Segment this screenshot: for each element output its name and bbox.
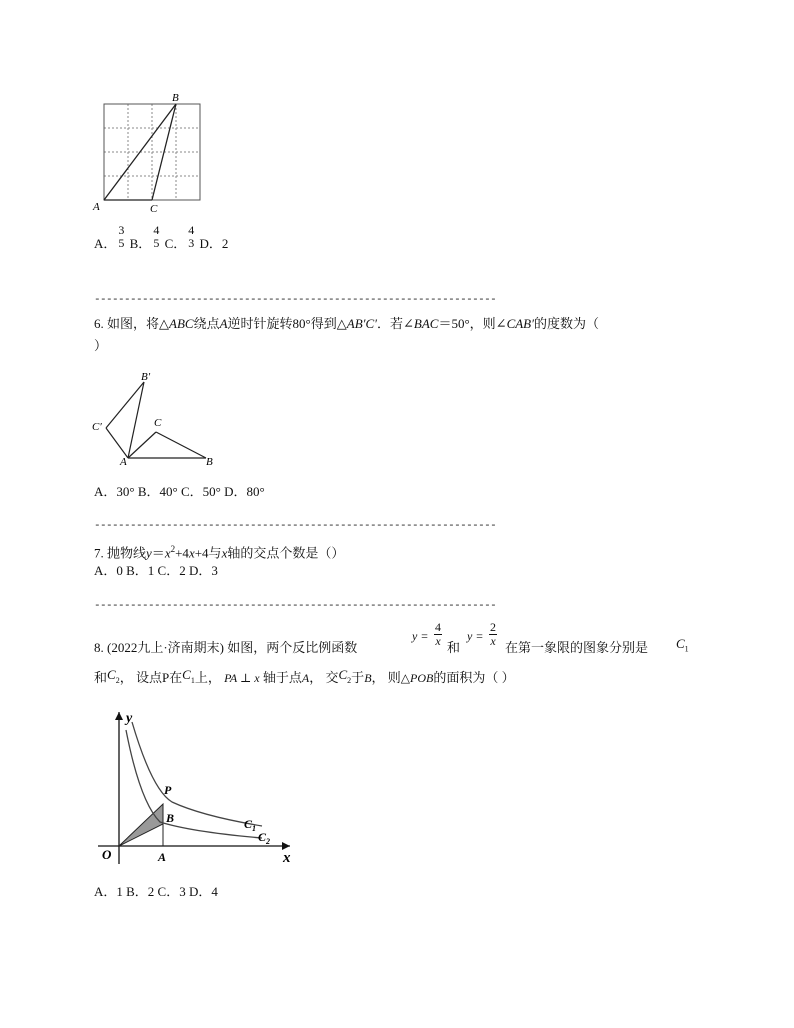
q5-opt-c-prefix: C． (164, 235, 187, 251)
q8-label-O: O (102, 847, 112, 862)
q6-label-Cp: C′ (92, 421, 102, 433)
q7-options: A．0 B．1 C．2 D．3 (94, 563, 218, 578)
q8-label-C1: $C_1$ (244, 817, 257, 833)
q5-label-A: A (93, 201, 100, 213)
q8-options: A．1 B．2 C．3 D．4 (94, 884, 218, 899)
q5-opt-c-num: 4 (188, 223, 195, 237)
q5-opt-c-den: 3 (188, 236, 195, 250)
q5-opt-a-num: 3 (118, 223, 125, 237)
q8-question-line2: 和$C_2$， 设点P在$C_1$上， PA ⊥ x 轴于点A， 交$C_2$于B， 则△POB的面积为（ ） (94, 667, 515, 685)
q5-opt-a-prefix: A． (94, 235, 117, 251)
q8-label-y: y (126, 711, 133, 726)
q5-opt-b-num: 4 (153, 223, 160, 237)
separator-3: ------------------------------------------------------------------- (94, 600, 497, 612)
q8-label-P: P (164, 783, 172, 797)
q6-label-C: C (154, 417, 162, 429)
q5-grid-figure (88, 88, 218, 218)
q8-question-line1: 8. (2022九上·济南期末) 如图，两个反比例函数 (94, 640, 358, 655)
q8-graph (92, 706, 302, 866)
q8-and: 和 (447, 640, 461, 655)
q6-question-line2: ） (94, 338, 108, 353)
q6-options: A．30° B．40° C．50° D．80° (94, 484, 265, 499)
separator-1: ------------------------------------------------------------------- (94, 294, 497, 306)
q8-label-A: A (158, 850, 167, 864)
q5-opt-a-den: 5 (118, 236, 125, 250)
q5-opt-b-den: 5 (153, 236, 160, 250)
q6-question-line1: 6. 如图，将△ABC绕点A逆时针旋转80°得到△AB′C′．若∠BAC＝50°，则∠CAB′的度数为（ (94, 316, 599, 331)
q6-rotation-figure (88, 364, 228, 474)
q8-label-C2: $C_2$ (258, 830, 271, 846)
q7-question: 7. 抛物线$y=x^2+4x+4$与x轴的交点个数是（） (94, 544, 345, 561)
q5-options (94, 223, 229, 258)
q5-opt-b-prefix: B． (129, 235, 152, 251)
separator-2: ------------------------------------------------------------------- (94, 520, 497, 532)
q8-c1-label: $C_1$ (676, 636, 689, 654)
q6-label-A: A (120, 456, 127, 468)
q6-label-B: B (206, 456, 213, 468)
q5-label-B: B (172, 92, 179, 104)
q8-label-x: x (283, 850, 291, 866)
q8-label-B: B (166, 811, 175, 825)
q6-label-Bp: B′ (141, 371, 151, 383)
q8-line1-tail: 在第一象限的图象分别是 (505, 640, 649, 655)
q5-opt-d: D．2 (199, 235, 229, 251)
q5-label-C: C (150, 203, 158, 215)
